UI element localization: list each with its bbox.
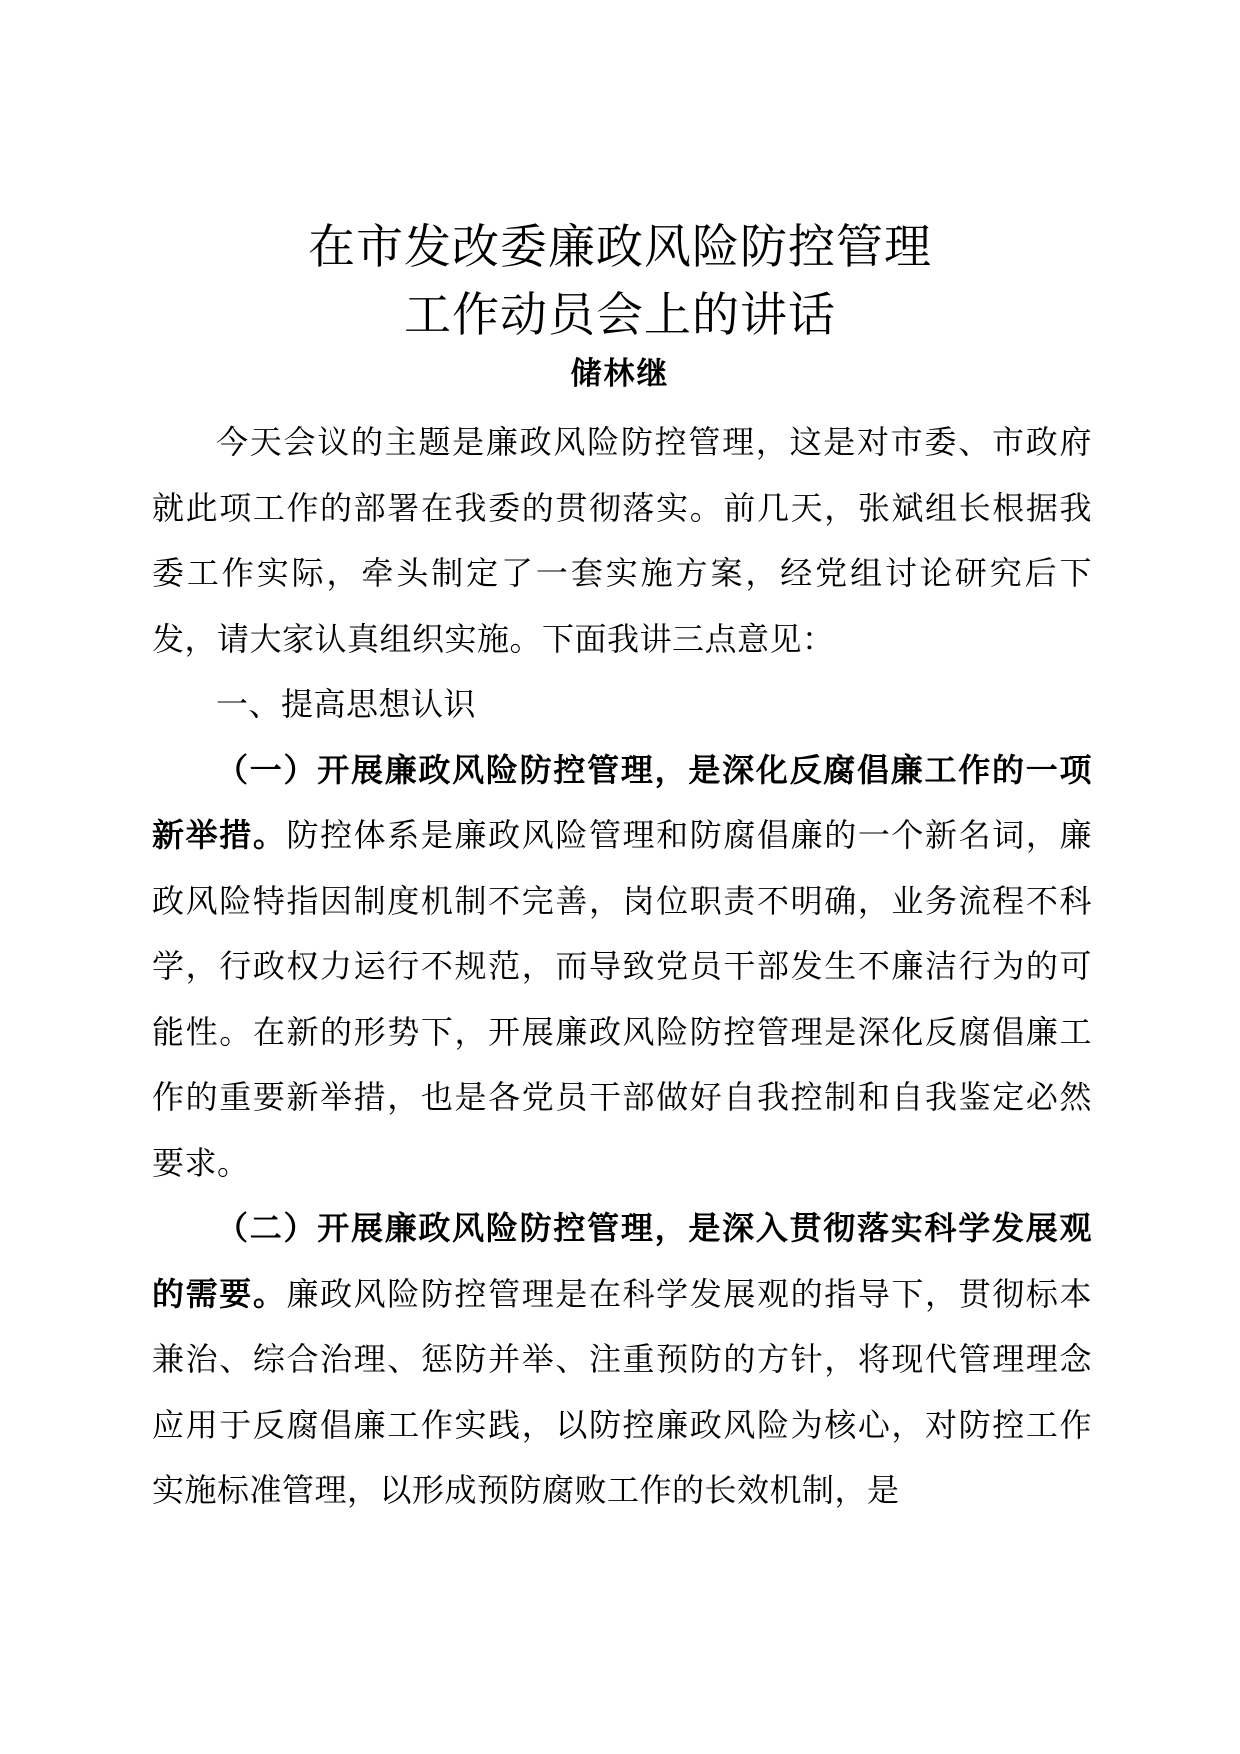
title-line-2: 工作动员会上的讲话	[404, 288, 836, 343]
intro-paragraph: 今天会议的主题是廉政风险防控管理，这是对市委、市政府就此项工作的部署在我委的贯彻落实。前几天，张斌组长根据我委工作实际，牵头制定了一套实施方案，经党组讨论研究后下发，请大家认真组织实施。下面我讲三点意见：	[152, 423, 1092, 658]
document-body	[152, 410, 1092, 1524]
author-name: 储林继	[570, 356, 670, 392]
document-title	[0, 214, 1240, 350]
point-2-paragraph	[152, 1196, 1092, 1524]
point-1-text: 防控体系是廉政风险管理和防腐倡廉的一个新名词，廉政风险特指因制度机制不完善，岗位职责不明确，业务流程不科学，行政权力运行不规范，而导致党员干部发生不廉洁行为的可能性。在新的形势下，开展廉政风险防控管理是深化反腐倡廉工作的重要新举措，也是各党员干部做好自我控制和自我鉴定必然要求。	[152, 816, 1092, 1182]
point-1-heading: （一）开展廉政风险防控管理，是深化反腐倡廉工作的一项新举措。	[152, 750, 1092, 854]
point-1-paragraph	[152, 738, 1092, 1197]
title-line-1: 在市发改委廉政风险防控管理	[308, 220, 932, 275]
point-2-heading: （二）开展廉政风险防控管理，是深入贯彻落实科学发展观的需要。	[152, 1209, 1092, 1313]
section-heading-1: 一、提高思想认识	[216, 685, 477, 723]
point-2-text: 廉政风险防控管理是在科学发展观的指导下，贯彻标本兼治、综合治理、惩防并举、注重预防的方针，将现代管理理念应用于反腐倡廉工作实践，以防控廉政风险为核心，对防控工作实施标准管理，以形成预防腐败工作的长效机制，是	[152, 1274, 1092, 1509]
